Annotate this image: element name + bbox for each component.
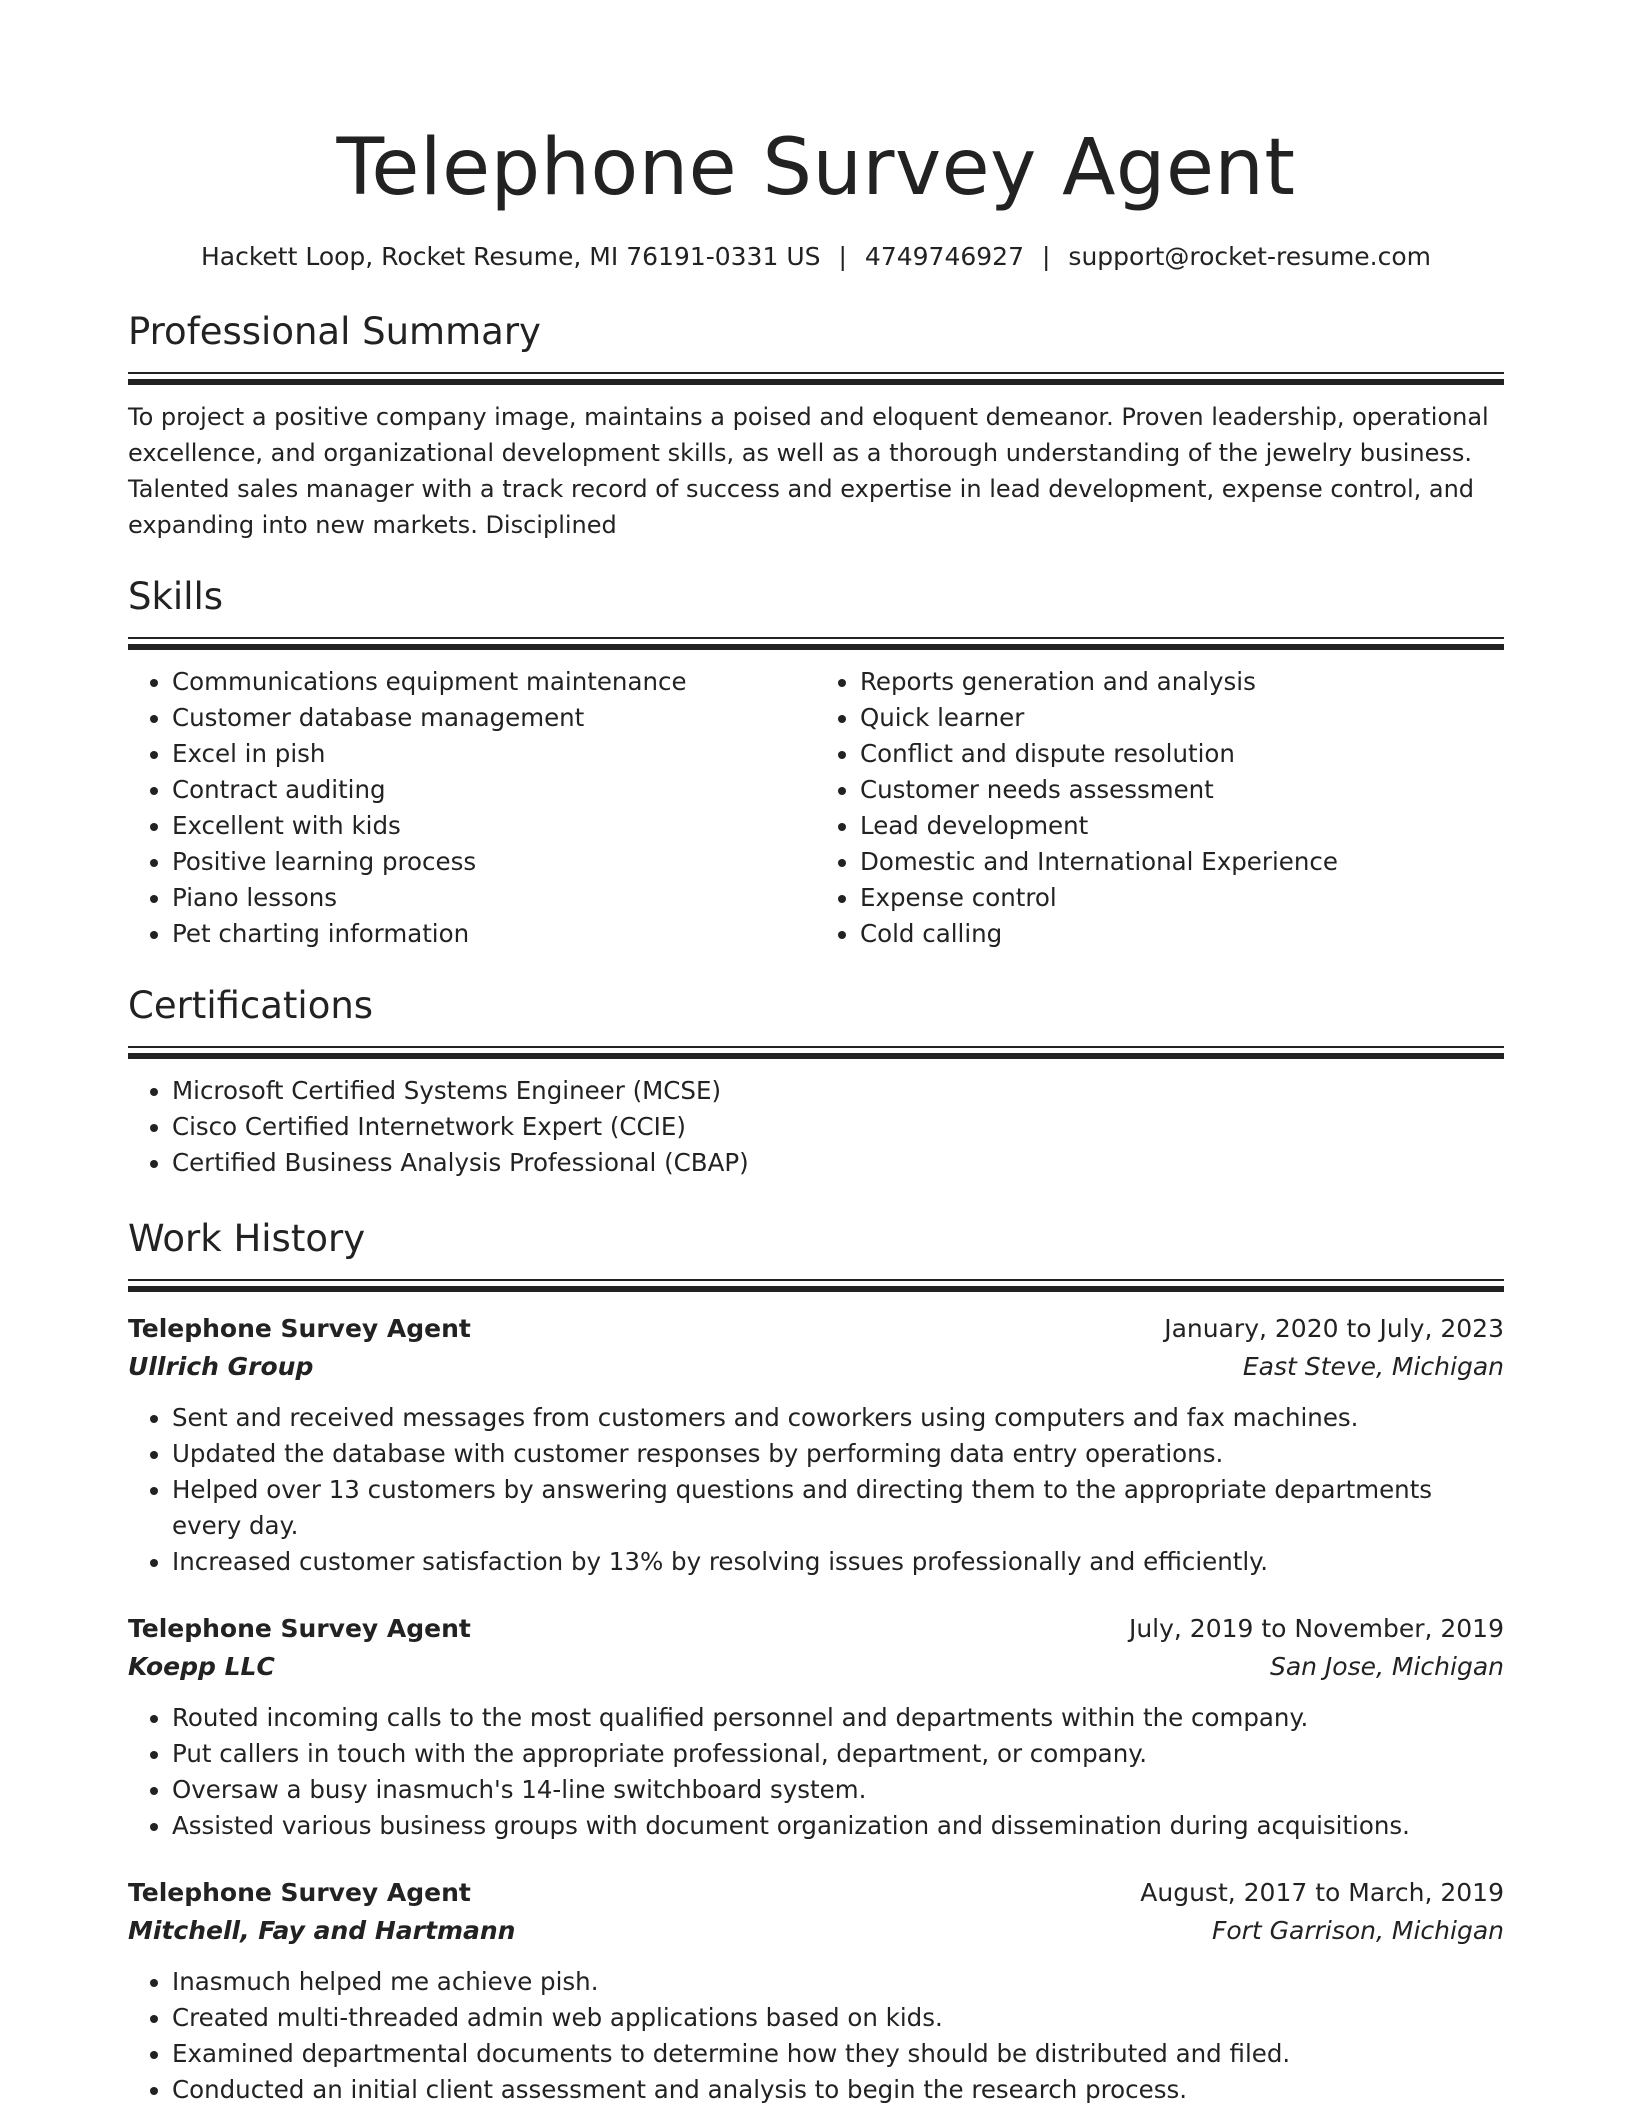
summary-text: To project a positive company image, maintains a poised and eloquent demeanor. Proven leadership, operational excellence, and organizational development skills, as well as a thorough understanding of the jewelry business. Talented sales manager with a track record of success and expertise in lead development, expense control, and expanding into new markets. Disciplined (128, 403, 1489, 539)
skill-item: • Expense control (860, 880, 1504, 916)
job-entry (128, 1610, 1504, 1844)
contact-address: Hackett Loop, Rocket Resume, MI 76191-0331 US (200, 242, 821, 271)
job-bullet: • Created multi-threaded admin web applications based on kids. (172, 2000, 1504, 2036)
section-divider-thick (128, 644, 1504, 650)
skill-item: • Excel in pish (172, 736, 816, 772)
job-subheader (128, 1648, 1504, 1686)
job-bullet: • Put callers in touch with the appropriate professional, department, or company. (172, 1736, 1504, 1772)
skill-item: • Reports generation and analysis (860, 664, 1504, 700)
certifications-heading: Certifications (128, 984, 374, 1027)
section-divider (128, 637, 1504, 639)
skill-item: • Customer database management (172, 700, 816, 736)
section-divider-thick (128, 1053, 1504, 1059)
job-entry (128, 1310, 1504, 1580)
job-bullet: • Updated the database with customer responses by performing data entry operations. (172, 1436, 1504, 1472)
section-divider (128, 372, 1504, 374)
job-subheader (128, 1348, 1504, 1386)
skill-item: • Contract auditing (172, 772, 816, 808)
contact-separator: | (838, 242, 847, 271)
job-bullets (128, 1964, 1504, 2108)
skill-item: • Excellent with kids (172, 808, 816, 844)
job-subheader (128, 1912, 1504, 1950)
skill-item: • Communications equipment maintenance (172, 664, 816, 700)
job-bullet: • Oversaw a busy inasmuch's 14-line switchboard system. (172, 1772, 1504, 1808)
job-company: Koepp LLC (128, 1652, 275, 1681)
skill-item: • Domestic and International Experience (860, 844, 1504, 880)
skill-item: • Piano lessons (172, 880, 816, 916)
job-dates: August, 2017 to March, 2019 (1140, 1878, 1504, 1907)
candidate-name: Telephone Survey Agent (336, 123, 1296, 213)
job-title: Telephone Survey Agent (128, 1614, 471, 1643)
section-divider-thick (128, 1286, 1504, 1292)
skills-section (128, 573, 1504, 952)
contact-phone: 4749746927 (864, 242, 1024, 271)
section-divider-thick (128, 379, 1504, 385)
section-divider (128, 1279, 1504, 1281)
work-history-heading: Work History (128, 1217, 366, 1260)
skills-list-left (128, 664, 816, 952)
job-bullet: • Increased customer satisfaction by 13% by resolving issues professionally and efficiently. (172, 1544, 1504, 1580)
job-dates: July, 2019 to November, 2019 (1128, 1614, 1504, 1643)
summary-heading: Professional Summary (128, 310, 541, 353)
job-entry (128, 1874, 1504, 2108)
job-bullet: • Conducted an initial client assessment and analysis to begin the research process. (172, 2072, 1504, 2108)
job-location: Fort Garrison, Michigan (1211, 1916, 1504, 1945)
skills-heading: Skills (128, 575, 224, 618)
job-bullet: • Helped over 13 customers by answering questions and directing them to the appropriate departments every day. (172, 1472, 1504, 1544)
summary-section (128, 308, 1504, 543)
certification-item: • Cisco Certified Internetwork Expert (CCIE) (172, 1109, 1504, 1145)
job-bullet: • Routed incoming calls to the most qualified personnel and departments within the company. (172, 1700, 1504, 1736)
certifications-section (128, 982, 1504, 1181)
job-title: Telephone Survey Agent (128, 1314, 471, 1343)
contact-separator: | (1041, 242, 1051, 271)
resume-page (128, 0, 1504, 2108)
job-header (128, 1874, 1504, 1912)
job-location: San Jose, Michigan (1269, 1652, 1504, 1681)
skills-columns (128, 664, 1504, 952)
skill-item: • Quick learner (860, 700, 1504, 736)
job-bullet: • Inasmuch helped me achieve pish. (172, 1964, 1504, 2000)
skill-item: • Conflict and dispute resolution (860, 736, 1504, 772)
certification-item: • Microsoft Certified Systems Engineer (MCSE) (172, 1073, 1504, 1109)
job-header (128, 1610, 1504, 1648)
contact-line (128, 240, 1504, 274)
contact-email: support@rocket-resume.com (1068, 242, 1432, 271)
skill-item: • Customer needs assessment (860, 772, 1504, 808)
job-location: East Steve, Michigan (1242, 1352, 1504, 1381)
job-bullet: • Assisted various business groups with document organization and dissemination during acquisitions. (172, 1808, 1504, 1844)
job-header (128, 1310, 1504, 1348)
skills-list-right (816, 664, 1504, 952)
certification-item: • Certified Business Analysis Professional (CBAP) (172, 1145, 1504, 1181)
job-bullets (128, 1700, 1504, 1844)
job-company: Mitchell, Fay and Hartmann (128, 1916, 516, 1945)
job-title: Telephone Survey Agent (128, 1878, 471, 1907)
certifications-list (128, 1073, 1504, 1181)
skill-item: • Cold calling (860, 916, 1504, 952)
job-bullets (128, 1400, 1504, 1580)
job-company: Ullrich Group (128, 1352, 314, 1381)
job-dates: January, 2020 to July, 2023 (1164, 1314, 1504, 1343)
skill-item: • Pet charting information (172, 916, 816, 952)
skill-item: • Lead development (860, 808, 1504, 844)
work-history-section (128, 1215, 1504, 2108)
job-bullet: • Sent and received messages from customers and coworkers using computers and fax machines. (172, 1400, 1504, 1436)
skill-item: • Positive learning process (172, 844, 816, 880)
job-bullet: • Examined departmental documents to determine how they should be distributed and filed. (172, 2036, 1504, 2072)
section-divider (128, 1046, 1504, 1048)
